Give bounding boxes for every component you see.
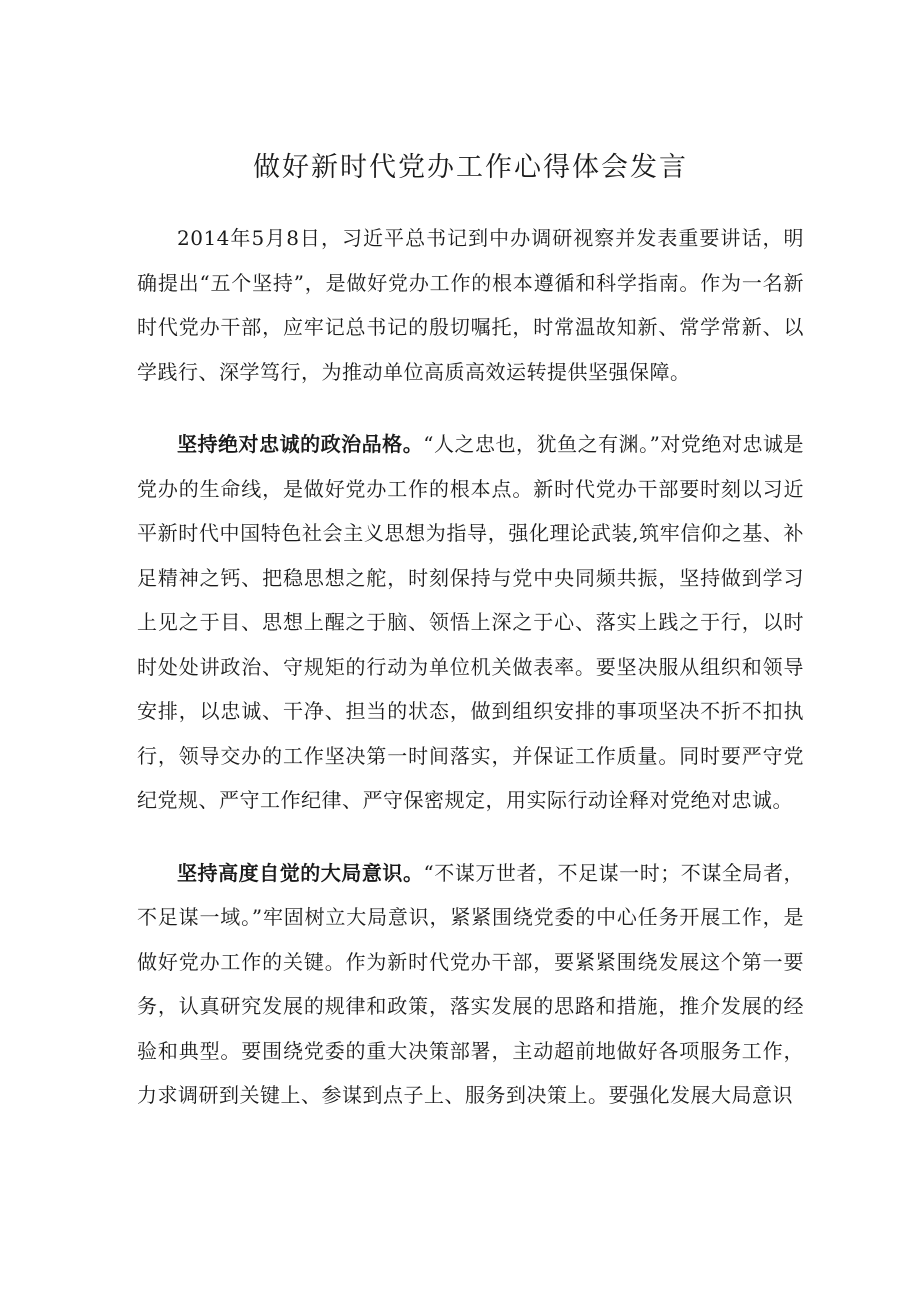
paragraph-big-picture xyxy=(137,851,804,1118)
paragraph-big-picture-heading: 坚持高度自觉的大局意识。 xyxy=(177,860,424,885)
paragraph-loyalty-text: “人之忠也，犹鱼之有渊。”对党绝对忠诚是党办的生命线，是做好党办工作的根本点。新时代党办干部要时刻以习近平新时代中国特色社会主义思想为指导，强化理论武装,筑牢信仰之基、补足精神之钙、把稳思想之舵，时刻保持与党中央同频共振，坚持做到学习上见之于目、思想上醒之于脑、领悟上深之于心、落实上践之于行，以时时处处讲政治、守规矩的行动为单位机关做表率。要坚决服从组织和领导安排，以忠诚、干净、担当的状态，做到组织安排的事项坚决不折不扣执行，领导交办的工作坚决第一时间落实，并保证工作质量。同时要严守党纪党规、严守工作纪律、严守保密规定，用实际行动诠释对党绝对忠诚。 xyxy=(137,432,805,812)
paragraph-big-picture-text: “不谋万世者，不足谋一时；不谋全局者，不足谋一域。”牢固树立大局意识，紧紧围绕党委的中心任务开展工作，是做好党办工作的关键。作为新时代党办干部，要紧紧围绕发展这个第一要务，认真研究发展的规律和政策，落实发展的思路和措施，推介发展的经验和典型。要围绕党委的重大决策部署，主动超前地做好各项服务工作，力求调研到关键上、参谋到点子上、服务到决策上。要强化发展大局意识 xyxy=(137,860,804,1107)
paragraph-loyalty-heading: 坚持绝对忠诚的政治品格。 xyxy=(177,432,424,456)
document-title: 做好新时代党办工作心得体会发言 xyxy=(253,152,688,183)
paragraph-loyalty xyxy=(137,422,804,823)
paragraph-intro-text: 2014年5月8日，习近平总书记到中办调研视察并发表重要讲话，明确提出“五个坚持”，是做好党办工作的根本遵循和科学指南。作为一名新时代党办干部，应牢记总书记的殷切嘱托，时常温故知新、常学常新、以学践行、深学笃行，为推动单位高质高效运转提供坚强保障。 xyxy=(137,226,804,384)
paragraph-intro xyxy=(137,216,804,394)
